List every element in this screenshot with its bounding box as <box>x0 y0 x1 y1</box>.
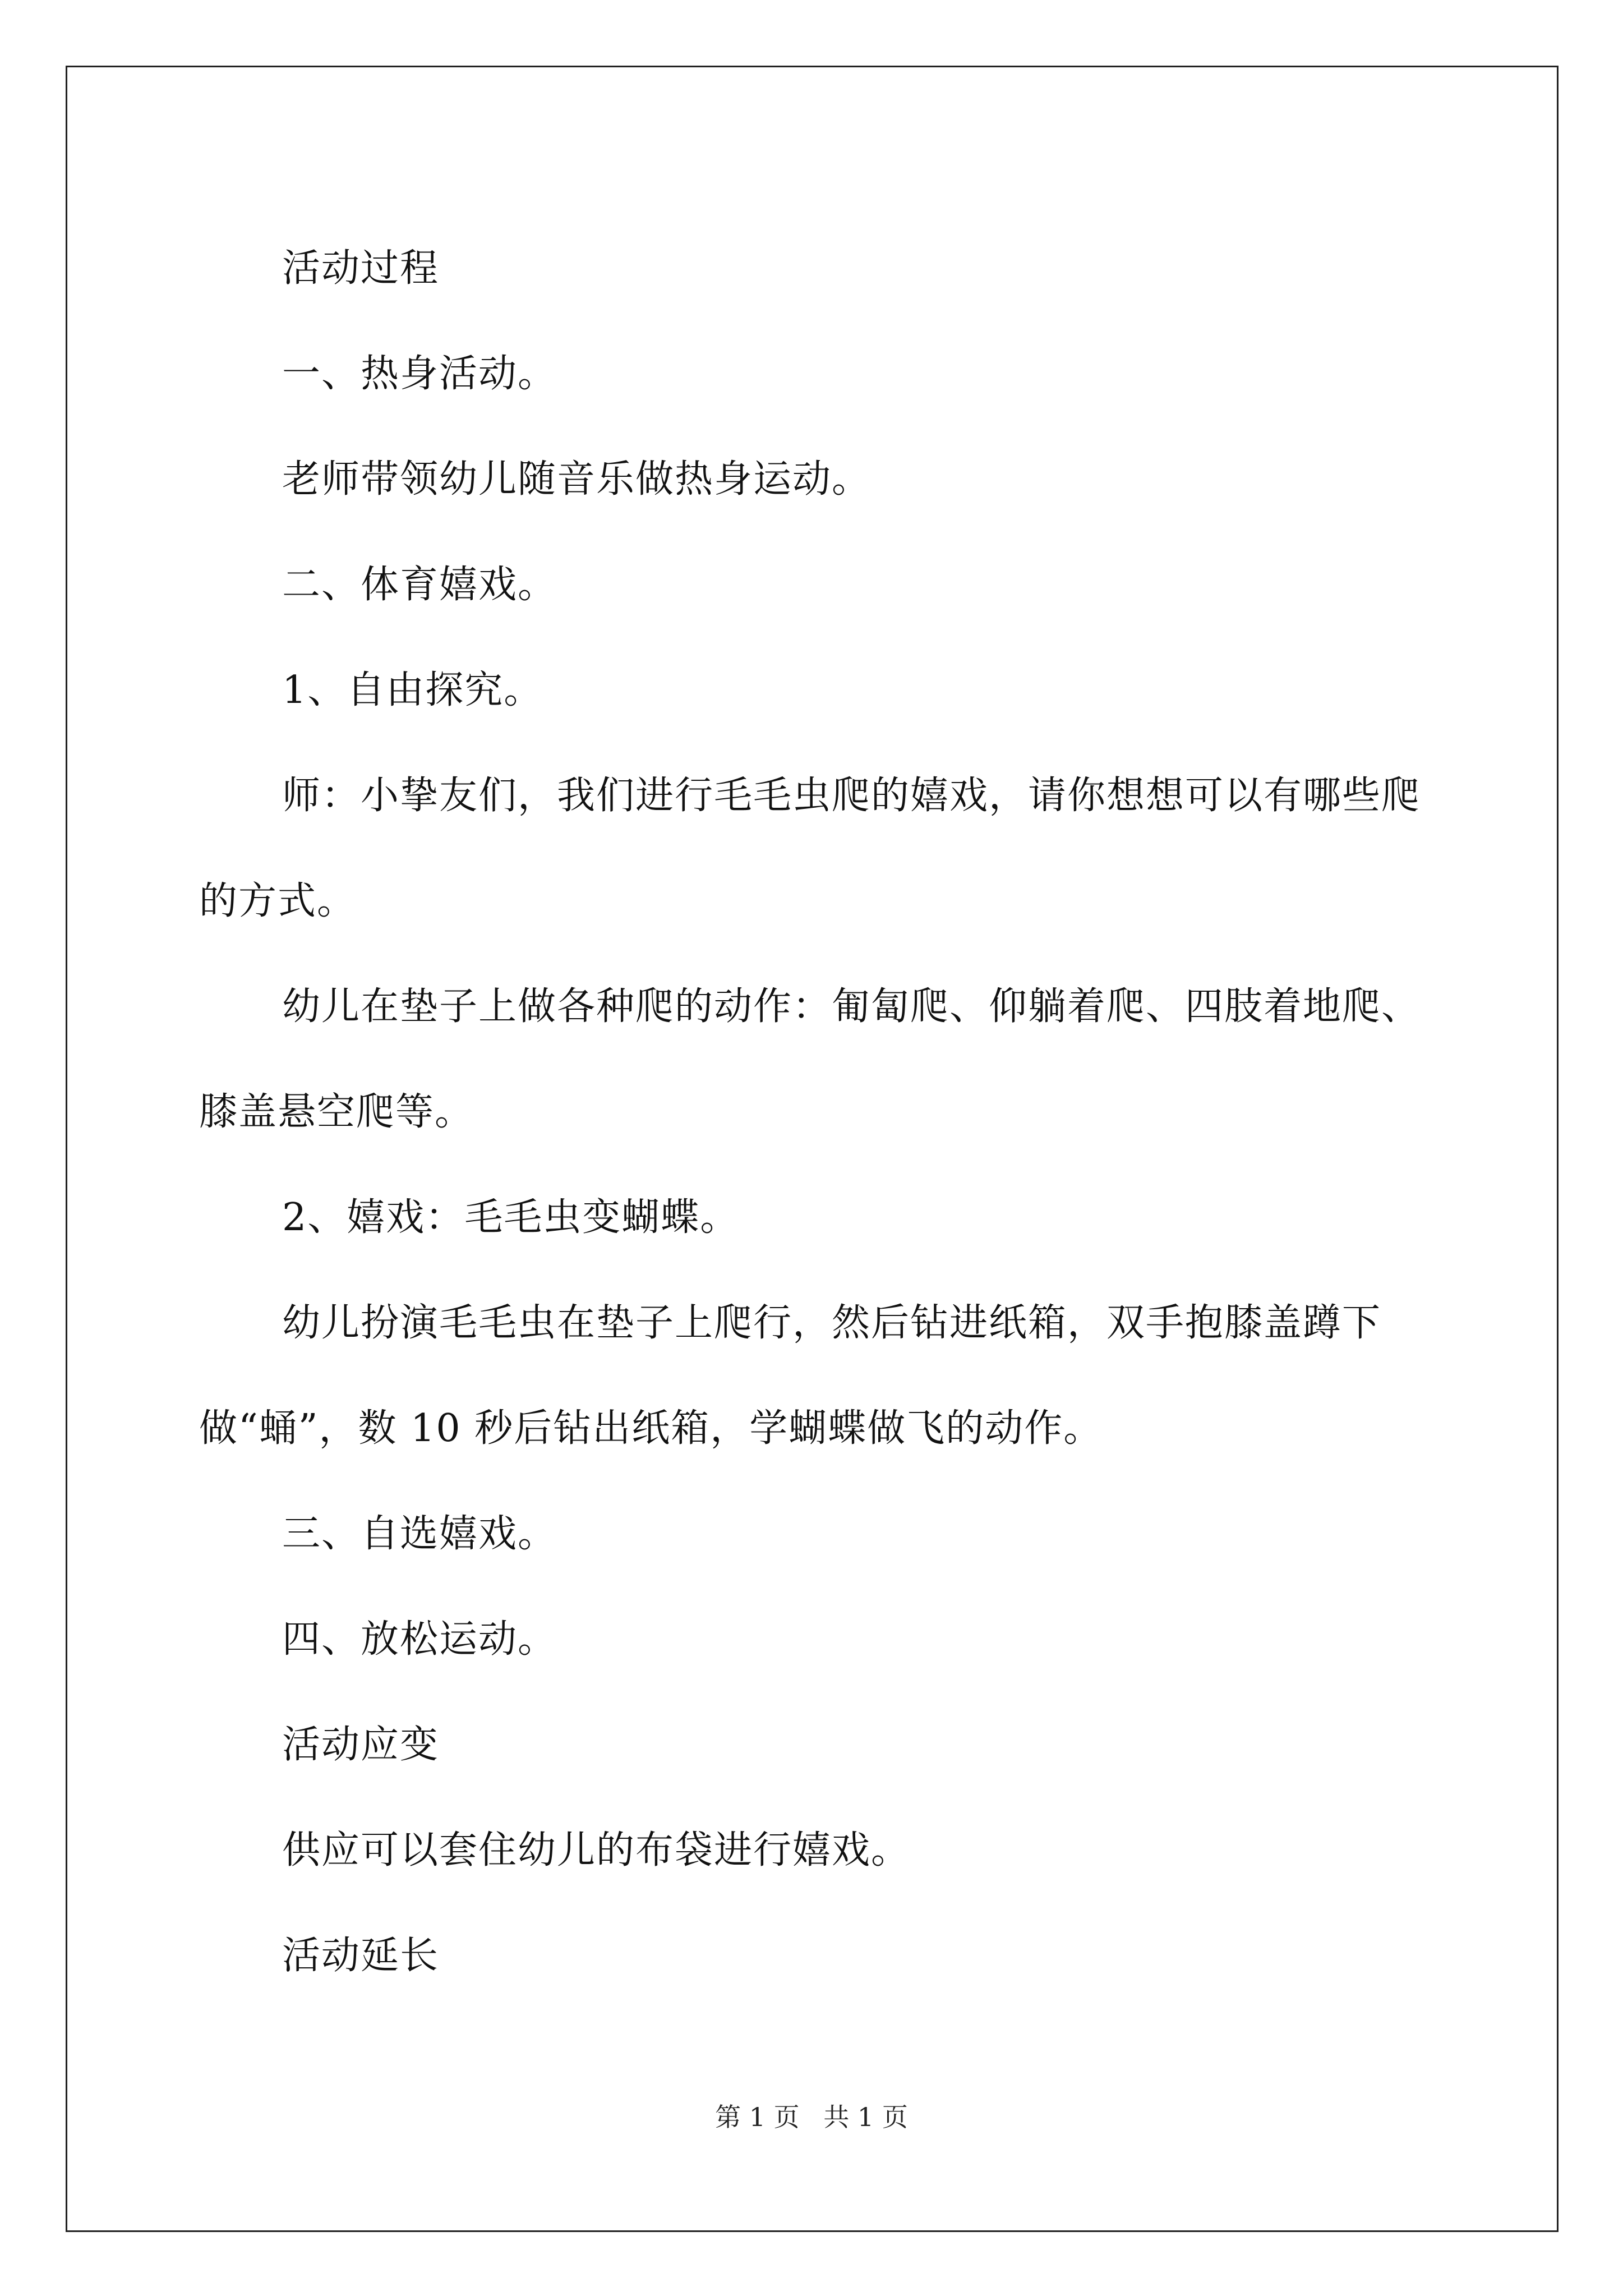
section-sports-game: 二、体育嬉戏。 <box>282 563 557 607</box>
step-caterpillar-game: 2、嬉戏：毛毛虫变蝴蝶。 <box>282 1195 740 1240</box>
page-number-total: 共 1 页 <box>823 2102 908 2132</box>
paragraph-crawl-actions: 幼儿在垫子上做各种爬的动作：匍匐爬、仰躺着爬、四肢着地爬、膝盖悬空爬等。 <box>199 984 1421 1134</box>
heading-activity-process: 活动过程 <box>282 246 440 291</box>
heading-activity-adapt: 活动应变 <box>282 1723 440 1767</box>
page-footer <box>0 2097 1623 2134</box>
paragraph-adapt-desc: 供应可以套住幼儿的布袋进行嬉戏。 <box>282 1828 911 1872</box>
paragraph-warmup-desc: 老师带领幼儿随音乐做热身运动。 <box>282 457 872 501</box>
step-free-explore: 1、自由探究。 <box>282 668 543 712</box>
section-warmup: 一、热身活动。 <box>282 352 557 396</box>
paragraph-teacher-prompt: 师：小挚友们，我们进行毛毛虫爬的嬉戏，请你想想可以有哪些爬的方式。 <box>199 774 1421 923</box>
section-free-choice: 三、自选嬉戏。 <box>282 1512 557 1556</box>
section-relax: 四、放松运动。 <box>282 1617 557 1662</box>
heading-activity-extend: 活动延长 <box>282 1934 440 1978</box>
page-number-current: 第 1 页 <box>715 2102 800 2132</box>
document-body <box>199 216 1450 2009</box>
paragraph-game-desc: 幼儿扮演毛毛虫在垫子上爬行，然后钻进纸箱，双手抱膝盖蹲下做“蛹”，数 10 秒后钻出纸箱，学蝴蝶做飞的动作。 <box>199 1301 1382 1451</box>
